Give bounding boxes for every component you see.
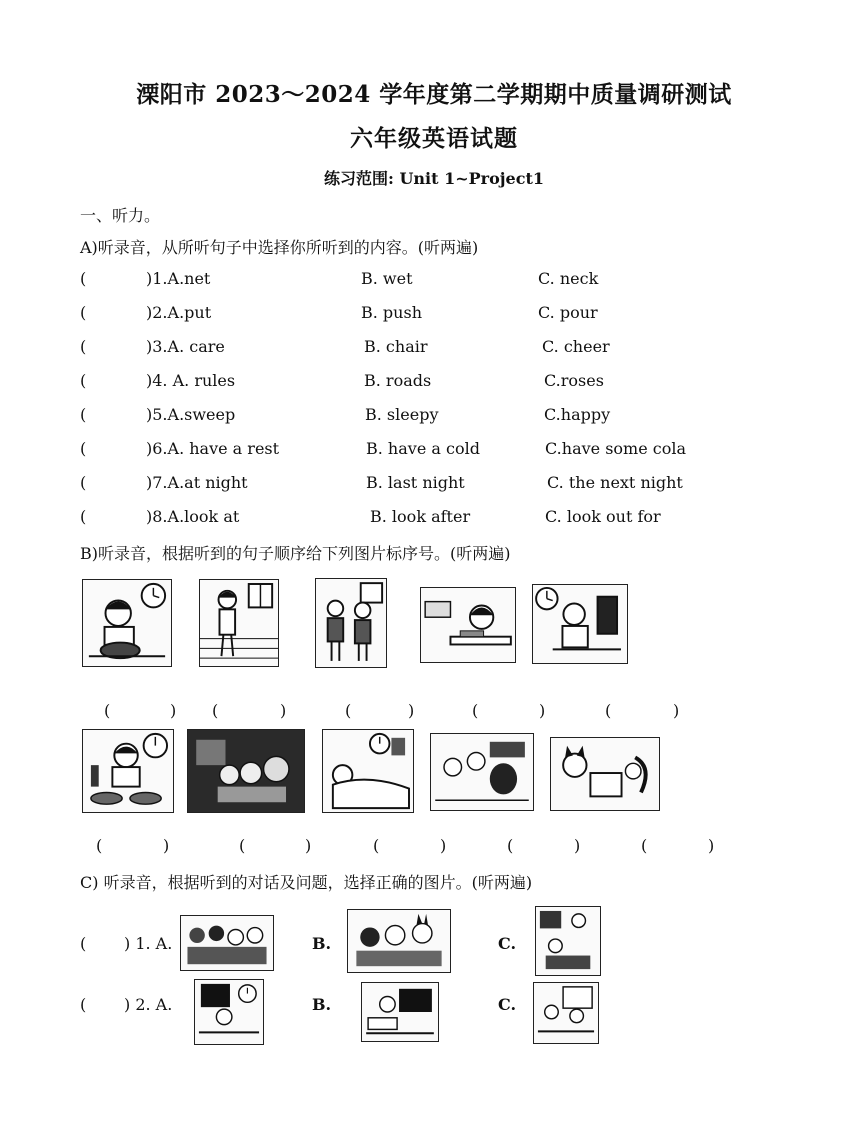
option-b: B. push bbox=[361, 303, 422, 322]
answer-blank[interactable]: ( bbox=[80, 439, 87, 458]
option-a: )1.A.net bbox=[146, 269, 211, 288]
option-c-label: C. bbox=[498, 934, 517, 953]
part-b-instruction: B)听录音，根据听到的句子顺序给下列图片标序号。(听两遍) bbox=[80, 544, 511, 563]
picture-c1-option-b[interactable] bbox=[347, 909, 451, 973]
animals-group-icon bbox=[348, 910, 450, 972]
picture-boy-eating-dinner bbox=[82, 729, 174, 813]
part-c-instruction: C) 听录音，根据听到的对话及问题，选择正确的图片。(听两遍) bbox=[80, 873, 533, 892]
answer-blank[interactable]: ( bbox=[80, 934, 87, 953]
picture-boy-eating-clock bbox=[82, 579, 172, 667]
answer-blank[interactable]: ( bbox=[80, 507, 87, 526]
picture-c1-option-a[interactable] bbox=[180, 915, 274, 971]
option-b: B. last night bbox=[366, 473, 465, 492]
blank-open[interactable]: ( bbox=[641, 836, 648, 855]
option-b: B. wet bbox=[361, 269, 413, 288]
question-number-a: ) 2. A. bbox=[124, 995, 173, 1014]
blank-close: ) bbox=[170, 701, 177, 720]
blank-open[interactable]: ( bbox=[345, 701, 352, 720]
family-group-icon bbox=[181, 916, 273, 970]
exam-title: 溧阳市 2023～2024 学年度第二学期期中质量调研测试 bbox=[136, 81, 732, 108]
girl-walking-icon bbox=[200, 580, 278, 666]
picture-c1-option-c[interactable] bbox=[535, 906, 601, 976]
blank-close: ) bbox=[539, 701, 546, 720]
blank-close: ) bbox=[440, 836, 447, 855]
option-c: C.have some cola bbox=[545, 439, 687, 458]
option-b: B. chair bbox=[364, 337, 428, 356]
cat-squirrel-icon bbox=[551, 738, 659, 810]
option-a: )6.A. have a rest bbox=[146, 439, 280, 458]
sleeping-icon bbox=[323, 730, 413, 812]
option-a: )7.A.at night bbox=[146, 473, 248, 492]
picture-boy-at-computer bbox=[532, 584, 628, 664]
part-a-instruction: A)听录音，从所听句子中选择你所听到的内容。(听两遍) bbox=[80, 238, 479, 257]
option-c: C.happy bbox=[544, 405, 611, 424]
animals-party-icon bbox=[188, 730, 304, 812]
picture-girl-at-desk bbox=[420, 587, 516, 663]
option-b-label: B. bbox=[312, 995, 332, 1014]
boy-eating-icon bbox=[83, 580, 171, 666]
night-desk-icon bbox=[362, 983, 438, 1041]
day-desk-icon bbox=[534, 983, 598, 1043]
night-window-desk-icon bbox=[195, 980, 263, 1044]
blank-close: ) bbox=[163, 836, 170, 855]
blank-close: ) bbox=[408, 701, 415, 720]
answer-blank[interactable]: ( bbox=[80, 995, 87, 1014]
option-c: C. pour bbox=[538, 303, 598, 322]
option-c-label: C. bbox=[498, 995, 517, 1014]
picture-animals-party-dark bbox=[187, 729, 305, 813]
people-eating-icon bbox=[536, 907, 600, 975]
blank-close: ) bbox=[574, 836, 581, 855]
blank-open[interactable]: ( bbox=[373, 836, 380, 855]
girl-studying-icon bbox=[421, 588, 515, 662]
answer-blank[interactable]: ( bbox=[80, 371, 87, 390]
exam-scope: 练习范围: Unit 1~Project1 bbox=[323, 169, 544, 188]
option-c: C. cheer bbox=[542, 337, 610, 356]
option-b: B. look after bbox=[370, 507, 471, 526]
option-b: B. have a cold bbox=[366, 439, 480, 458]
boy-dinner-icon bbox=[83, 730, 173, 812]
answer-blank[interactable]: ( bbox=[80, 269, 87, 288]
option-b: B. sleepy bbox=[365, 405, 439, 424]
answer-blank[interactable]: ( bbox=[80, 405, 87, 424]
blank-open[interactable]: ( bbox=[472, 701, 479, 720]
answer-blank[interactable]: ( bbox=[80, 303, 87, 322]
picture-c2-option-c[interactable] bbox=[533, 982, 599, 1044]
answer-blank[interactable]: ( bbox=[80, 473, 87, 492]
boy-computer-icon bbox=[533, 585, 627, 663]
question-number-a: ) 1. A. bbox=[124, 934, 173, 953]
blank-open[interactable]: ( bbox=[104, 701, 111, 720]
option-a: )8.A.look at bbox=[146, 507, 240, 526]
exam-subtitle: 六年级英语试题 bbox=[350, 125, 518, 152]
blank-open[interactable]: ( bbox=[507, 836, 514, 855]
two-kids-icon bbox=[316, 579, 386, 667]
blank-close: ) bbox=[280, 701, 287, 720]
picture-animals-playing bbox=[430, 733, 534, 811]
blank-close: ) bbox=[305, 836, 312, 855]
option-a: )2.A.put bbox=[146, 303, 212, 322]
blank-close: ) bbox=[708, 836, 715, 855]
picture-cat-and-squirrel bbox=[550, 737, 660, 811]
option-a: )3.A. care bbox=[146, 337, 225, 356]
option-c: C.roses bbox=[544, 371, 604, 390]
picture-c2-option-b[interactable] bbox=[361, 982, 439, 1042]
picture-two-kids-talking bbox=[315, 578, 387, 668]
option-c: C. neck bbox=[538, 269, 599, 288]
picture-girl-on-stairs bbox=[199, 579, 279, 667]
picture-child-in-bed bbox=[322, 729, 414, 813]
picture-c2-option-a[interactable] bbox=[194, 979, 264, 1045]
answer-blank[interactable]: ( bbox=[80, 337, 87, 356]
blank-close: ) bbox=[673, 701, 680, 720]
blank-open[interactable]: ( bbox=[239, 836, 246, 855]
option-b: B. roads bbox=[364, 371, 432, 390]
animals-playing-icon bbox=[431, 734, 533, 810]
blank-open[interactable]: ( bbox=[212, 701, 219, 720]
section-heading-listening: 一、听力。 bbox=[80, 206, 161, 225]
option-a: )4. A. rules bbox=[146, 371, 236, 390]
blank-open[interactable]: ( bbox=[96, 836, 103, 855]
option-c: C. the next night bbox=[547, 473, 683, 492]
option-a: )5.A.sweep bbox=[146, 405, 236, 424]
option-c: C. look out for bbox=[545, 507, 661, 526]
blank-open[interactable]: ( bbox=[605, 701, 612, 720]
option-b-label: B. bbox=[312, 934, 332, 953]
